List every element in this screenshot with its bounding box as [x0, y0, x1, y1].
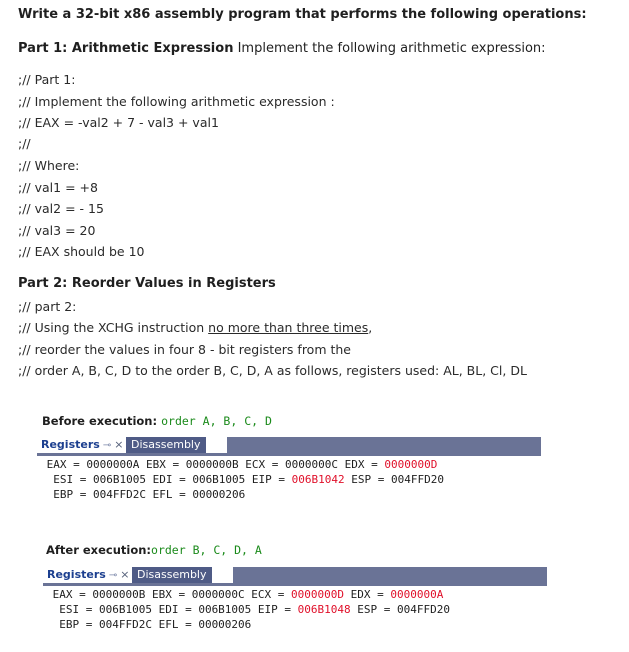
pin-icon[interactable]: ⊸: [102, 440, 112, 451]
register-text: EAX = 0000000A EBX = 0000000B ECX = 0000000C EDX =: [40, 458, 385, 471]
before-tab-fill: [227, 437, 541, 453]
after-registers-tab-label: Registers: [47, 568, 106, 581]
part1-line: ;// val3 = 20: [18, 223, 96, 238]
before-tab-bar: [37, 437, 541, 456]
after-registers-tab[interactable]: [43, 567, 133, 583]
after-disassembly-tab[interactable]: Disassembly: [132, 567, 212, 583]
part2-line: [18, 320, 372, 335]
register-row: [40, 472, 444, 487]
register-row: [46, 617, 450, 632]
register-row: [46, 587, 450, 602]
after-tab-bar: [43, 567, 547, 586]
register-text: EBP = 004FFD2C EFL = 00000206: [40, 488, 246, 501]
register-row: [40, 487, 444, 502]
register-text: EAX = 0000000B EBX = 0000000C ECX =: [46, 588, 292, 601]
register-row: [46, 602, 450, 617]
after-tab-fill: [233, 567, 547, 583]
part1-heading: [18, 41, 546, 56]
part1-line: ;// Part 1:: [18, 72, 76, 87]
part1-heading-rest: Implement the following arithmetic expression:: [233, 41, 546, 56]
before-order: order A, B, C, D: [161, 414, 272, 428]
part2-line2-underlined: no more than three times: [208, 320, 369, 335]
part1-heading-bold: Part 1: Arithmetic Expression: [18, 41, 234, 56]
part1-line: ;// EAX = -val2 + 7 - val3 + val1: [18, 115, 219, 130]
register-text: ESP = 004FFD20: [344, 473, 444, 486]
before-registers-tab[interactable]: [37, 437, 127, 453]
register-row: [40, 457, 444, 472]
after-label-text: After execution:: [46, 543, 152, 557]
part2-line2-post: ,: [368, 320, 373, 335]
part1-line: ;// val1 = +8: [18, 180, 98, 195]
part1-line: ;// val2 = - 15: [18, 201, 104, 216]
part2-line: ;// reorder the values in four 8 - bit registers from the: [18, 342, 351, 357]
register-changed-value: 0000000A: [390, 588, 444, 601]
part2-heading: Part 2: Reorder Values in Registers: [18, 276, 276, 291]
part2-line2-pre: ;// Using the XCHG instruction: [18, 320, 209, 335]
register-changed-value: 0000000D: [384, 458, 438, 471]
close-icon[interactable]: ×: [114, 438, 124, 451]
register-text: ESP = 004FFD20: [350, 603, 450, 616]
part2-line: ;// order A, B, C, D to the order B, C, D, A as follows, registers used: AL, BL, Cl, DL: [18, 363, 527, 378]
register-text: EBP = 004FFD2C EFL = 00000206: [46, 618, 252, 631]
before-registers-tab-label: Registers: [41, 438, 100, 451]
after-registers-panel: [46, 587, 450, 632]
question-title: Write a 32-bit x86 assembly program that performs the following operations:: [18, 7, 587, 22]
close-icon[interactable]: ×: [120, 568, 130, 581]
register-text: ESI = 006B1005 EDI = 006B1005 EIP =: [46, 603, 298, 616]
register-changed-value: 0000000D: [291, 588, 345, 601]
pin-icon[interactable]: ⊸: [108, 570, 118, 581]
part1-line: ;// Where:: [18, 158, 80, 173]
part1-line: ;// Implement the following arithmetic expression :: [18, 94, 335, 109]
before-registers-panel: [40, 457, 444, 502]
register-changed-value: 006B1048: [297, 603, 351, 616]
register-changed-value: 006B1042: [291, 473, 345, 486]
before-label-text: Before execution:: [42, 414, 158, 428]
after-order: order B, C, D, A: [151, 543, 262, 557]
after-label: [46, 543, 262, 557]
before-label: [42, 414, 272, 428]
register-text: EDX =: [344, 588, 391, 601]
before-disassembly-tab[interactable]: Disassembly: [126, 437, 206, 453]
part1-line: ;//: [18, 136, 31, 151]
register-text: ESI = 006B1005 EDI = 006B1005 EIP =: [40, 473, 292, 486]
part2-line: ;// part 2:: [18, 299, 77, 314]
part1-line: ;// EAX should be 10: [18, 244, 145, 259]
